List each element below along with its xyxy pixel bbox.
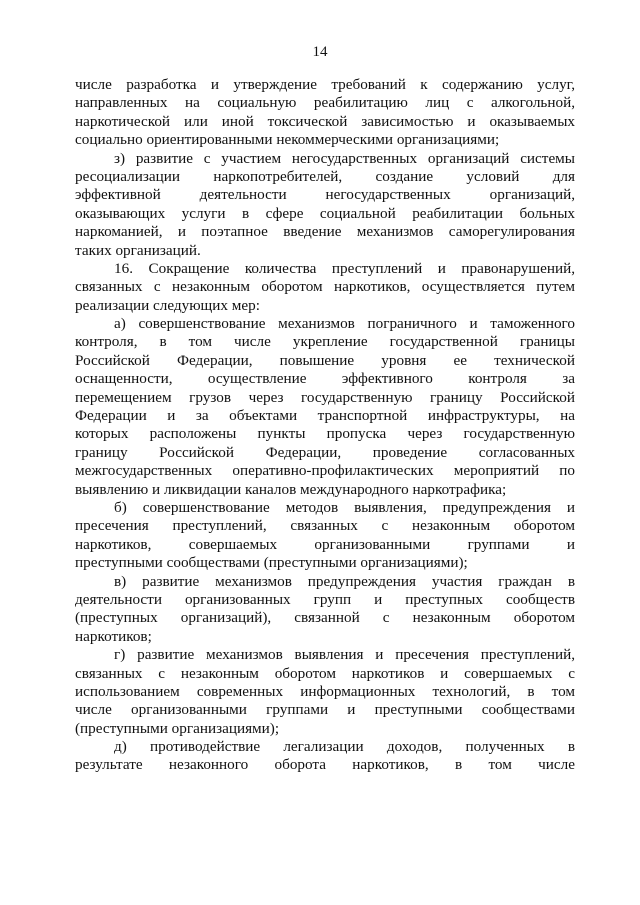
text-line: наркоманией, и поэтапное введение механизмов саморегулирования — [75, 223, 575, 241]
page-number: 14 — [312, 44, 328, 60]
text-line: которых расположены пункты пропуска через государственную — [75, 425, 575, 443]
paragraph — [75, 315, 575, 499]
text-line: а) совершенствование механизмов пограничного и таможенного — [114, 315, 575, 333]
text-line: наркотиков; — [75, 627, 152, 645]
paragraph — [75, 573, 575, 647]
text-line: Российской Федерации, повышение уровня ее технической — [75, 351, 575, 369]
text-line: з) развитие с участием негосударственных организаций системы — [114, 149, 575, 167]
text-line: в) развитие механизмов предупреждения участия граждан в — [114, 572, 575, 590]
text-line: пресечения преступлений, связанных с незаконным оборотом — [75, 517, 575, 535]
text-line: преступными сообществами (преступными организациями); — [75, 554, 468, 572]
text-line: связанных с незаконным оборотом наркотиков, осуществляется путем — [75, 278, 575, 296]
text-line: границу Российской Федерации, проведение согласованных — [75, 443, 575, 461]
text-line: оказывающих услуги в сфере социальной реабилитации больных — [75, 204, 575, 222]
paragraph — [75, 738, 575, 775]
text-line: числе организованными группами и преступными сообществами — [75, 701, 575, 719]
text-line: наркотической или иной токсической зависимостью и оказываемых — [75, 112, 575, 130]
text-line: наркотиков, совершаемых организованными группами и — [75, 535, 575, 553]
paragraph — [75, 76, 575, 150]
text-line: деятельности организованных групп и преступных сообществ — [75, 590, 575, 608]
text-line: оснащенности, осуществление эффективного контроля за — [75, 370, 575, 388]
text-line: межгосударственных оперативно-профилактических мероприятий по — [75, 462, 575, 480]
text-line: эффективной деятельности негосударственных организаций, — [75, 186, 575, 204]
text-line: перемещением грузов через государственную границу Российской — [75, 388, 575, 406]
text-line: выявлению и ликвидации каналов международного наркотрафика; — [75, 480, 507, 498]
text-line: таких организаций. — [75, 241, 201, 259]
text-line: направленных на социальную реабилитацию лиц с алкогольной, — [75, 94, 575, 112]
text-line: связанных с незаконным оборотом наркотиков и совершаемых с — [75, 664, 575, 682]
text-line: использованием современных информационных технологий, в том — [75, 682, 575, 700]
text-line: (преступных организаций), связанной с незаконным оборотом — [75, 609, 575, 627]
document-body — [75, 76, 575, 775]
text-line: г) развитие механизмов выявления и пресечения преступлений, — [114, 646, 575, 664]
text-line: результате незаконного оборота наркотиков, в том числе — [75, 756, 575, 774]
text-line: контроля, в том числе укрепление государственной границы — [75, 333, 575, 351]
paragraph — [75, 646, 575, 738]
paragraph — [75, 260, 575, 315]
text-line: д) противодействие легализации доходов, полученных в — [114, 738, 575, 756]
paragraph — [75, 499, 575, 573]
text-line: числе разработка и утверждение требований к содержанию услуг, — [75, 76, 575, 93]
paragraph — [75, 150, 575, 260]
text-line: б) совершенствование методов выявления, предупреждения и — [114, 498, 575, 516]
text-line: социально ориентированными некоммерческими организациями; — [75, 131, 500, 149]
text-line: Федерации и за объектами транспортной инфраструктуры, на — [75, 407, 575, 425]
text-line: 16. Сокращение количества преступлений и правонарушений, — [114, 259, 575, 277]
text-line: ресоциализации наркопотребителей, создание условий для — [75, 167, 575, 185]
text-line: реализации следующих мер: — [75, 296, 260, 314]
text-line: (преступными организациями); — [75, 719, 280, 737]
